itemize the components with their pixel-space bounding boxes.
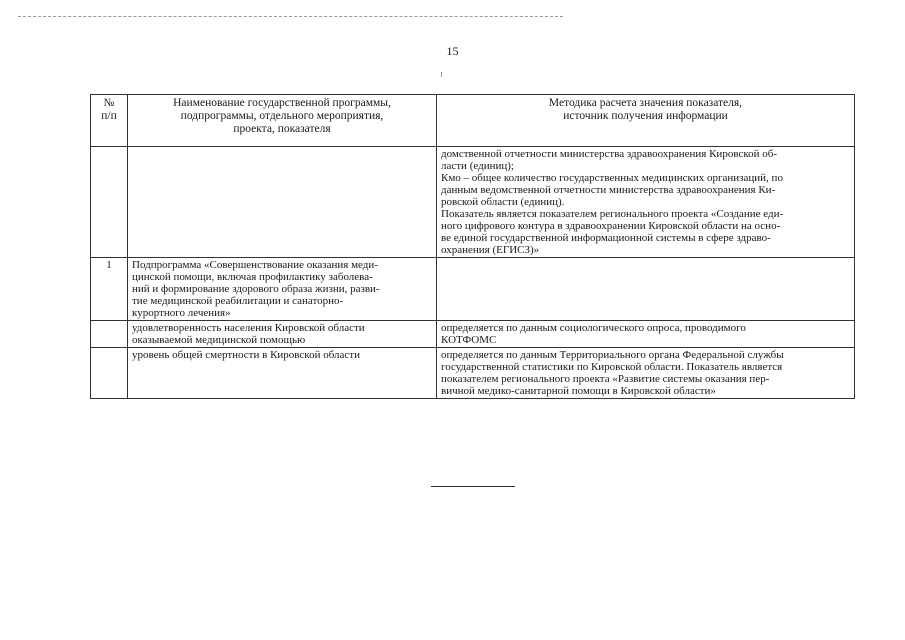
cell-method	[437, 258, 855, 321]
header-name-line: подпрограммы, отдельного мероприятия,	[180, 110, 384, 122]
cell-num	[91, 147, 128, 258]
method-line: показателем регионального проекта «Развитие системы оказания пер-	[441, 373, 770, 385]
header-num-line: п/п	[101, 110, 117, 122]
name-line: ний и формирование здорового образа жизни, разви-	[132, 283, 380, 295]
end-of-table-rule	[431, 486, 515, 487]
page-number: 15	[446, 44, 459, 58]
cell-num	[91, 348, 128, 399]
name-line: уровень общей смертности в Кировской области	[132, 349, 360, 361]
cell-name	[128, 147, 437, 258]
method-line: определяется по данным социологического опроса, проводимого	[441, 322, 746, 334]
method-line: Показатель является показателем регионального проекта «Создание еди-	[441, 208, 784, 220]
table-row	[91, 258, 855, 321]
method-line: домственной отчетности министерства здравоохранения Кировской об-	[441, 148, 778, 160]
cell-method	[437, 348, 855, 399]
name-line: оказываемой медицинской помощью	[132, 334, 306, 346]
name-line: тие медицинской реабилитации и санаторно-	[132, 295, 344, 307]
name-line: цинской помощи, включая профилактику заболева-	[132, 271, 373, 283]
header-name-line: Наименование государственной программы,	[173, 97, 391, 109]
method-line: государственной статистики по Кировской области. Показатель является	[441, 361, 783, 373]
header-name	[128, 95, 437, 147]
method-line: ровской области (единиц).	[441, 196, 565, 208]
table-row	[91, 348, 855, 399]
table-header-row	[91, 95, 855, 147]
top-dashed-rule	[18, 16, 563, 17]
header-method	[437, 95, 855, 147]
name-line: Подпрограмма «Совершенствование оказания меди-	[132, 259, 378, 271]
table-row	[91, 147, 855, 258]
cell-method	[437, 321, 855, 348]
header-name-line: проекта, показателя	[233, 123, 331, 135]
indicator-table	[90, 94, 855, 399]
cell-name	[128, 258, 437, 321]
method-line: Кмо – общее количество государственных медицинских организаций, по	[441, 172, 783, 184]
cell-name	[128, 348, 437, 399]
cell-num: 1	[91, 258, 128, 321]
header-method-line: Методика расчета значения показателя,	[548, 97, 743, 109]
header-num-line: №	[103, 97, 115, 109]
method-line: ного цифрового контура в здравоохранении Кировской области на осно-	[441, 220, 781, 232]
method-line: определяется по данным Территориального органа Федеральной службы	[441, 349, 784, 361]
method-line: КОТФОМС	[441, 334, 497, 346]
cell-method	[437, 147, 855, 258]
name-line: курортного лечения»	[132, 307, 231, 319]
method-line: данным ведомственной отчетности министерства здравоохранения Ки-	[441, 184, 776, 196]
name-line: удовлетворенность населения Кировской области	[132, 322, 365, 334]
header-num	[91, 95, 128, 147]
header-method-line: источник получения информации	[563, 110, 728, 122]
method-line: ве единой государственной информационной системы в сфере здраво-	[441, 232, 771, 244]
cell-name	[128, 321, 437, 348]
method-line: вичной медико-санитарной помощи в Кировской области»	[441, 385, 716, 397]
cell-num	[91, 321, 128, 348]
method-line: охранения (ЕГИСЗ)»	[441, 244, 540, 256]
scan-mark	[441, 72, 442, 77]
method-line: ласти (единиц);	[441, 160, 514, 172]
table-row	[91, 321, 855, 348]
